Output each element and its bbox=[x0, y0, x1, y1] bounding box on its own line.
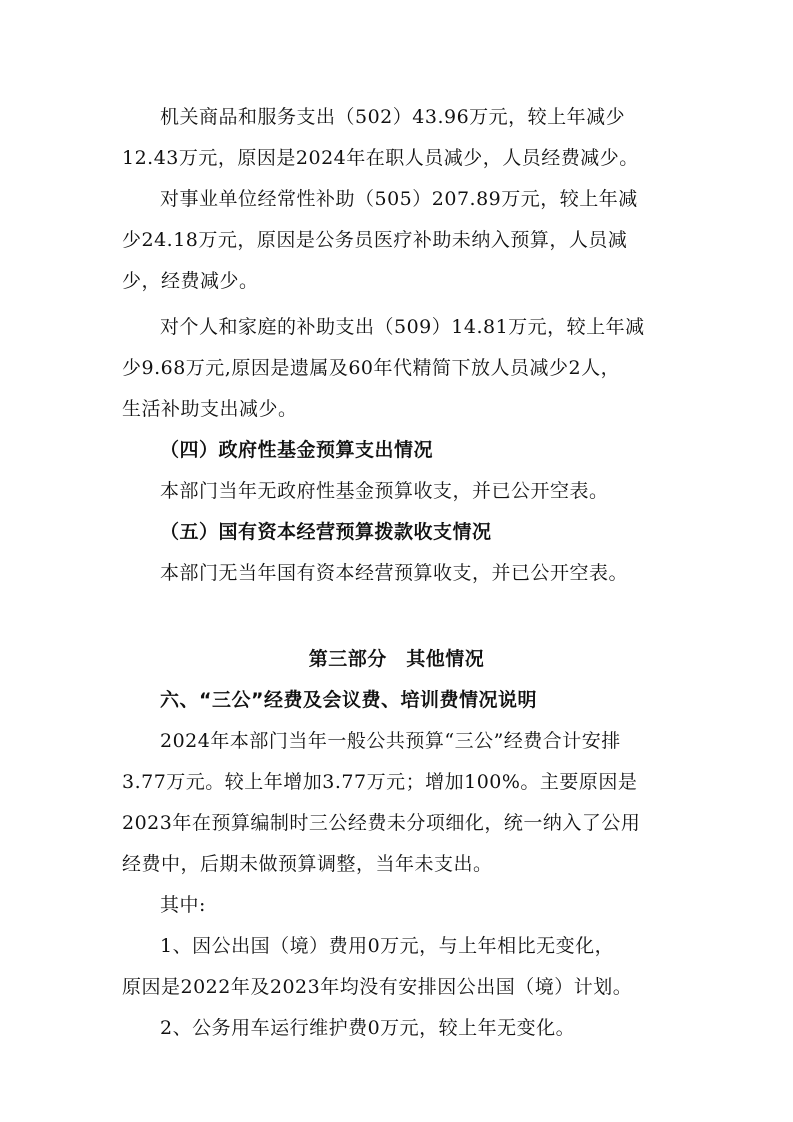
paragraph-line: 2023年在预算编制时三公经费未分项细化，统一纳入了公用 bbox=[122, 812, 641, 834]
paragraph-line: 生活补助支出减少。 bbox=[122, 398, 298, 420]
paragraph-line: 对事业单位经常性补助（505）207.89万元，较上年减 bbox=[160, 188, 638, 210]
paragraph-line: 机关商品和服务支出（502）43.96万元，较上年减少 bbox=[160, 106, 626, 128]
section-heading-4: （四）政府性基金预算支出情况 bbox=[160, 439, 434, 461]
paragraph-line: 本部门无当年国有资本经营预算收支，并已公开空表。 bbox=[160, 562, 629, 584]
paragraph-line: 1、因公出国（境）费用0万元，与上年相比无变化， bbox=[160, 935, 615, 957]
section-heading-6: 六、“三公”经费及会议费、培训费情况说明 bbox=[160, 689, 537, 711]
paragraph-line: 原因是2022年及2023年均没有安排因公出国（境）计划。 bbox=[122, 976, 633, 998]
paragraph-line: 经费中，后期未做预算调整，当年未支出。 bbox=[122, 853, 493, 875]
paragraph-line: 少，经费减少。 bbox=[122, 270, 259, 292]
paragraph-line: 少9.68万元,原因是遗属及60年代精简下放人员减少2人， bbox=[122, 357, 621, 379]
paragraph-line: 本部门当年无政府性基金预算收支，并已公开空表。 bbox=[160, 480, 609, 502]
paragraph-line: 12.43万元，原因是2024年在职人员减少，人员经费减少。 bbox=[122, 147, 639, 169]
paragraph-line: 2024年本部门当年一般公共预算“三公”经费合计安排 bbox=[160, 730, 621, 752]
paragraph-line: 少24.18万元，原因是公务员医疗补助未纳入预算，人员减 bbox=[122, 229, 628, 251]
paragraph-line: 对个人和家庭的补助支出（509）14.81万元，较上年减 bbox=[160, 316, 645, 338]
section-heading-5: （五）国有资本经营预算拨款收支情况 bbox=[160, 521, 492, 543]
paragraph-line: 2、公务用车运行维护费0万元，较上年无变化。 bbox=[160, 1017, 576, 1039]
paragraph-line: 3.77万元。较上年增加3.77万元；增加100%。主要原因是 bbox=[122, 771, 638, 793]
part-title: 第三部分 其他情况 bbox=[308, 648, 485, 670]
paragraph-line: 其中: bbox=[160, 894, 206, 916]
